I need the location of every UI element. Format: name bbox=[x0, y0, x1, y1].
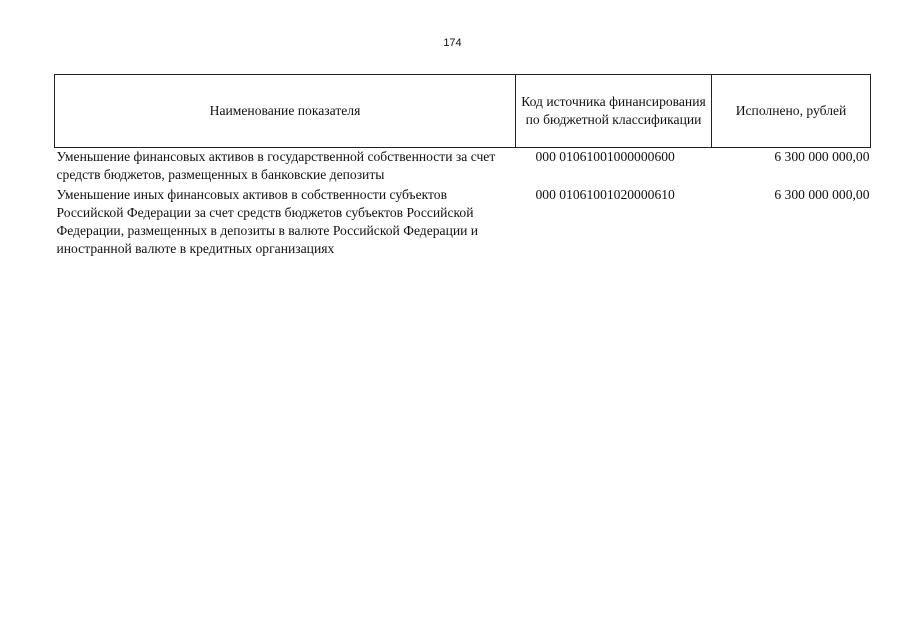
header-executed-amount: Исполнено, рублей bbox=[712, 75, 871, 148]
row-executed-amount: 6 300 000 000,00 bbox=[774, 149, 870, 164]
row-source-code: 000 01061001020000610 bbox=[535, 187, 675, 202]
header-indicator-name: Наименование показателя bbox=[55, 75, 516, 148]
row-indicator-name: Уменьшение иных финансовых активов в собственности субъектов Российской Федерации за счет средств бюджетов субъектов Российской Федерации, размещенных в депозиты в валюте Российской Федерации и иностранной валюте в кредитных организациях bbox=[56, 187, 479, 256]
page-number: 174 bbox=[443, 37, 462, 49]
table-header-row bbox=[55, 75, 871, 148]
row-executed-amount: 6 300 000 000,00 bbox=[774, 187, 870, 202]
table-row bbox=[55, 148, 871, 186]
row-source-code: 000 01061001000000600 bbox=[535, 149, 675, 164]
header-source-code: Код источника финансирования по бюджетной классификации bbox=[516, 75, 712, 148]
table-row bbox=[55, 185, 871, 258]
row-indicator-name: Уменьшение финансовых активов в государственной собственности за счет средств бюджетов, размещенных в банковские депозиты bbox=[56, 149, 496, 182]
financing-table bbox=[54, 74, 871, 258]
